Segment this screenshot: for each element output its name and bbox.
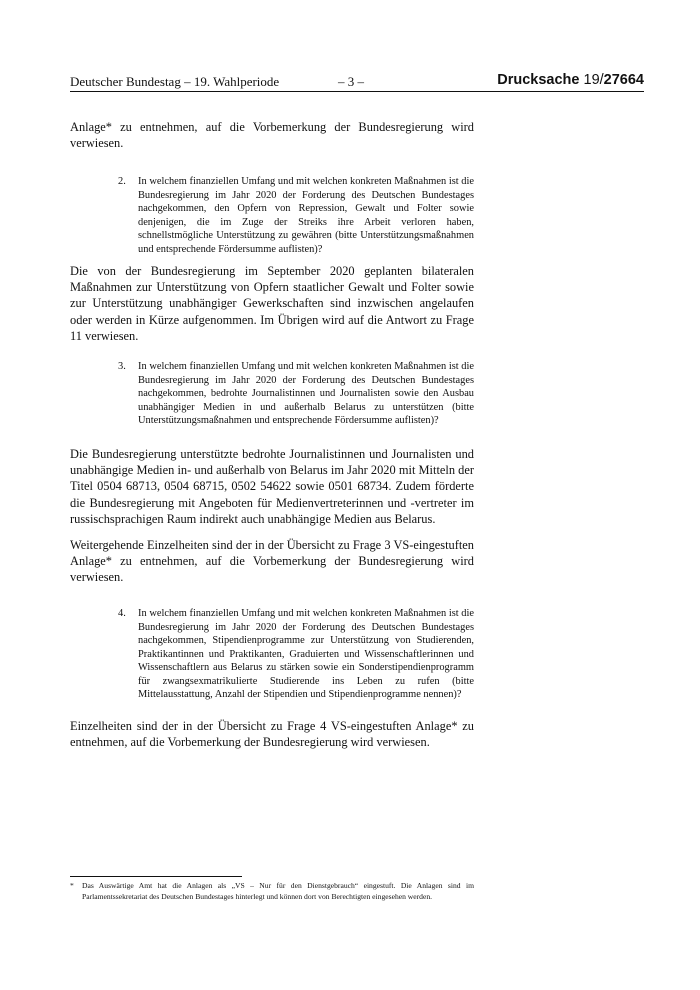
footnote-rule [70, 876, 242, 877]
answer-3-paragraph-1: Die Bundesregierung unterstützte bedrohte Journalistinnen und Journalisten und unabhängige Medien in- und außerhalb von Belarus im Jahr 2020 mit Mitteln der Titel 0504 68713, 0504 68715, 0502 54622 sowie 0501 68734. Zudem förderte die Bundesregierung mit Angeboten für Medienvertreterinnen und -vertreter im russischsprachigen Raum indirekt auch unabhängige Medien aus Belarus. [70, 447, 474, 526]
intro-paragraph: Anlage* zu entnehmen, auf die Vorbemerkung der Bundesregierung wird verwiesen. [70, 120, 474, 151]
footnote-mark: * [70, 881, 74, 890]
answer-3-paragraph-2: Weitergehende Einzelheiten sind der in der Übersicht zu Frage 3 VS-eingestuften Anlage* zu entnehmen, auf die Vorbemerkung der Bundesregierung wird verwiesen. [70, 538, 474, 585]
question-number: 3. [118, 361, 126, 372]
document-number-prefix: 19/ [583, 72, 604, 88]
answer-4: Einzelheiten sind der in der Übersicht zu Frage 4 VS-eingestuften Anlage* zu entnehmen, auf die Vorbemerkung der Bundesregierung wird verwiesen. [70, 719, 474, 750]
question-number: 4. [118, 608, 126, 619]
document-number [497, 72, 644, 89]
header-rule [70, 91, 644, 92]
question-3 [118, 360, 474, 428]
answer-2: Die von der Bundesregierung im September 2020 geplanten bilateralen Maßnahmen zur Unterstützung von Opfern staatlicher Gewalt und Folter sowie zur Unterstützung unabhängiger Gewerkschaften sind inzwischen angelaufen oder werden in Kürze aufgenommen. Im Übrigen wird auf die Antwort zu Frage 11 verwiesen. [70, 264, 474, 343]
question-text: In welchem finanziellen Umfang und mit welchen konkreten Maßnahmen ist die Bundesregierung im Jahr 2020 der Forderung des Deutschen Bundestages nachgekommen, Stipendienprogramme zur Unterstützung von Studierenden, Praktikantinnen und Praktikanten, Graduierten und Wissenschaftlerinnen und Wissenschaftlern aus Belarus zu stärken sowie ein Sonderstipendienprogramm für zwangsexmatrikulierte Studierende ins Leben zu rufen (bitte Mittelausstattung, Anzahl der Stipendien und Stipendienprogramme nennen)? [138, 608, 474, 700]
question-text: In welchem finanziellen Umfang und mit welchen konkreten Maßnahmen ist die Bundesregierung im Jahr 2020 der Forderung des Deutschen Bundestages nachgekommen, bedrohte Journalistinnen und Journalisten sowie den Ausbau unabhängiger Medien in und außerhalb Belarus zu unterstützen (bitte Unterstützungsmaßnahmen und entsprechende Fördersumme auflisten)? [138, 361, 474, 426]
document-number-label: Drucksache [497, 72, 584, 88]
footnote [70, 880, 474, 902]
page-number: – 3 – [338, 74, 364, 89]
question-4 [118, 607, 474, 702]
document-number-value: 27664 [603, 72, 644, 88]
question-text: In welchem finanziellen Umfang und mit welchen konkreten Maßnahmen ist die Bundesregierung im Jahr 2020 der Forderung des Deutschen Bundestages nachgekommen, den Opfern von Repression, Gewalt und Folter sowie denjenigen, die im Zuge der Streiks ihre Arbeit verloren haben, schnellstmögliche Unterstützung zu gewähren (bitte Unterstützungsmaßnahmen und entsprechende Fördersumme auflisten)? [138, 176, 474, 255]
question-number: 2. [118, 176, 126, 187]
header-parliament: Deutscher Bundestag – 19. Wahlperiode [70, 74, 280, 89]
page-header [70, 72, 644, 92]
question-2 [118, 175, 474, 256]
footnote-text: Das Auswärtige Amt hat die Anlagen als „VS – Nur für den Dienstgebrauch“ eingestuft. Die Anlagen sind im Parlamentssekretariat des Deutschen Bundestages hinterlegt und können dort von Berechtigten eingesehen werden. [82, 881, 474, 901]
